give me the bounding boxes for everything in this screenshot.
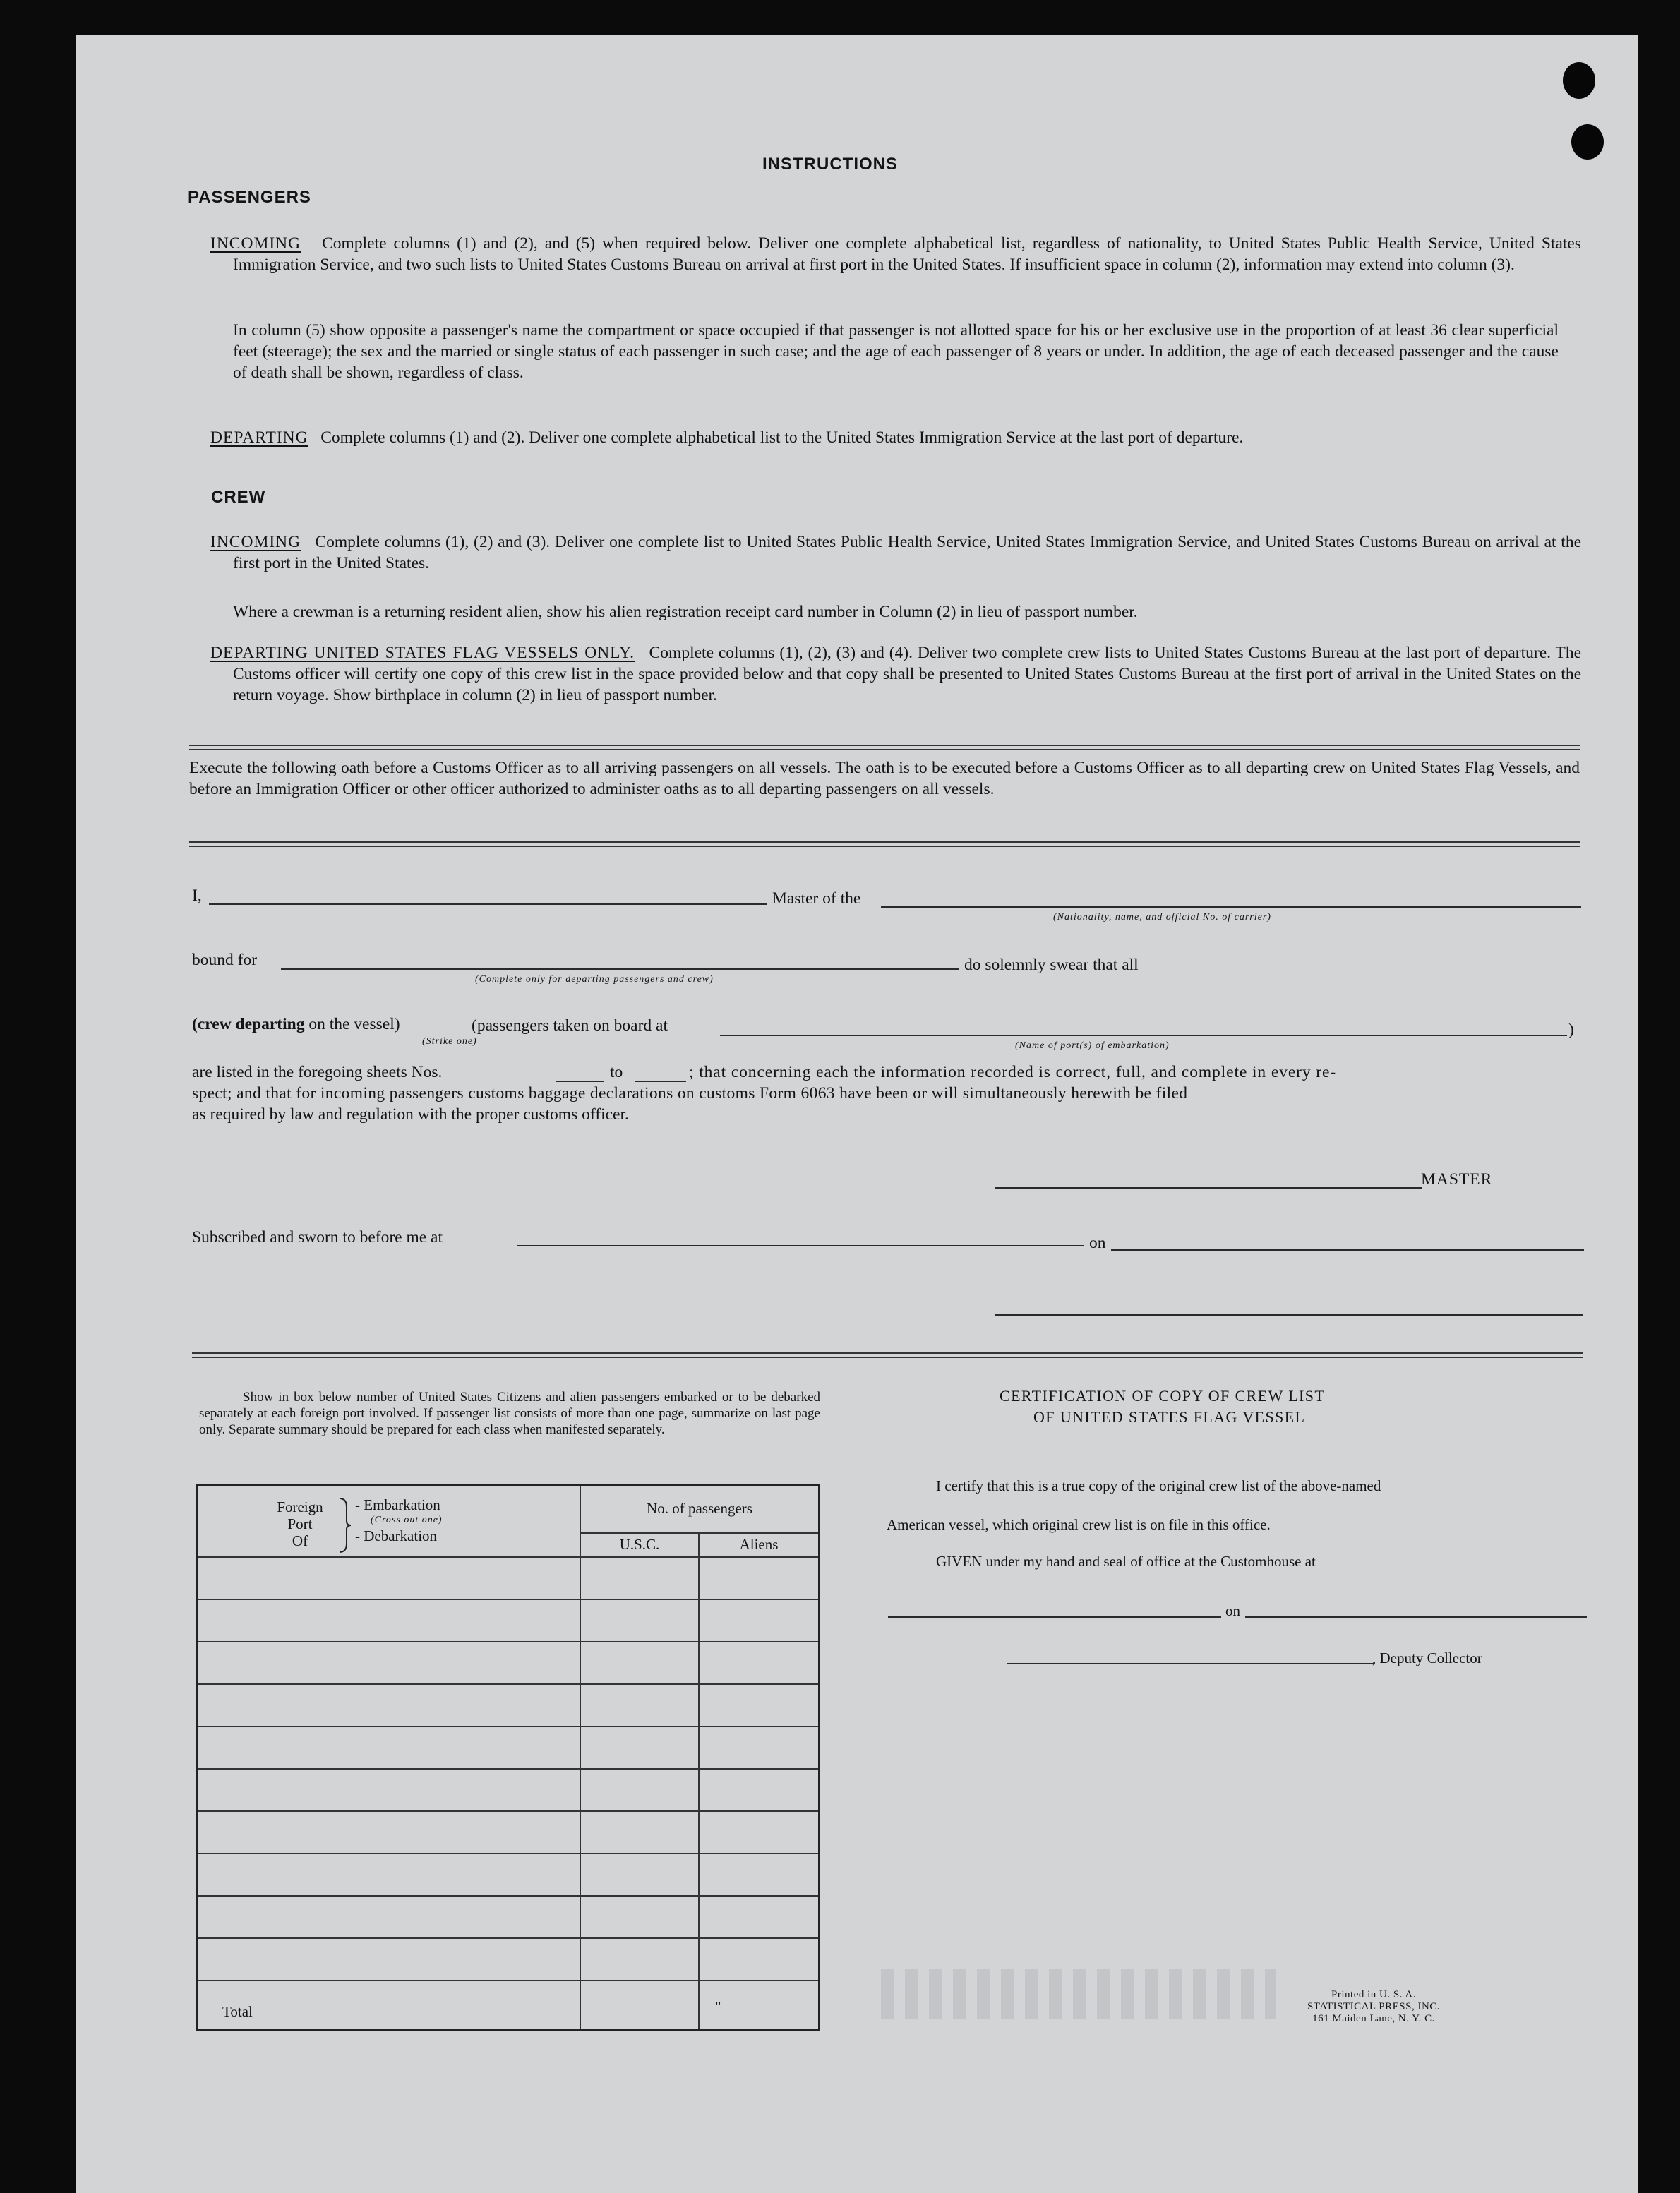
on-the-vessel-text: on the vessel): [304, 1015, 400, 1033]
port-cell[interactable]: [198, 1769, 581, 1811]
port-cell[interactable]: [198, 1599, 581, 1642]
sheet-to-field[interactable]: [635, 1081, 686, 1082]
aliens-cell[interactable]: [699, 1853, 820, 1896]
usc-cell[interactable]: [580, 1769, 699, 1811]
section-divider: [189, 841, 1580, 847]
passengers-departing-label: DEPARTING: [210, 428, 308, 447]
certify-text-2: American vessel, which original crew list is on file in this office.: [887, 1516, 1271, 1533]
listed-start: are listed in the foregoing sheets Nos.: [192, 1063, 443, 1081]
port-cell[interactable]: [198, 1811, 581, 1853]
deputy-collector-label: , Deputy Collector: [1372, 1650, 1482, 1666]
carrier-caption: (Nationality, name, and official No. of carrier): [1053, 912, 1271, 923]
crew-resident-paragraph: Where a crewman is a returning resident alien, show his alien registration receipt card number in Column (2) in lieu of passport number.: [233, 603, 1138, 621]
summary-note: Show in box below number of United States Citizens and alien passengers embarked or to be debarked separately at each foreign port involved. If passenger list consists of more than one page, summarize on last page only. Separate summary should be prepared for each class when manifested separately.: [199, 1390, 820, 1437]
strike-one-caption: (Strike one): [422, 1036, 477, 1047]
of-label: Of: [292, 1532, 308, 1549]
bound-for-field[interactable]: [281, 968, 959, 970]
given-text: GIVEN under my hand and seal of office at the Customhouse at: [936, 1553, 1316, 1570]
port-caption: (Name of port(s) of embarkation): [1015, 1040, 1170, 1051]
foreign-label: Foreign: [277, 1498, 323, 1515]
port-cell[interactable]: [198, 1896, 581, 1938]
aliens-cell[interactable]: [699, 1726, 820, 1769]
aliens-cell[interactable]: [699, 1599, 820, 1642]
master-signature-field[interactable]: [995, 1187, 1422, 1189]
bound-for-label: bound for: [192, 951, 258, 969]
carrier-field[interactable]: [881, 906, 1581, 908]
sworn-date-field[interactable]: [1111, 1249, 1584, 1251]
listed-line-3: as required by law and regulation with the proper customs officer.: [192, 1105, 629, 1124]
crew-heading: CREW: [211, 488, 266, 507]
no-of-passengers-header: No. of passengers: [580, 1485, 820, 1533]
section-divider: [189, 745, 1580, 750]
crew-departing-label: DEPARTING UNITED STATES FLAG VESSELS ONLY.: [210, 644, 635, 662]
bleed-through-marks: [881, 1969, 1276, 2019]
to-label: to: [610, 1063, 623, 1081]
usc-cell[interactable]: [580, 1684, 699, 1726]
passengers-incoming-paragraph: [210, 233, 1581, 275]
passengers-departing-text: Complete columns (1) and (2). Deliver one complete alphabetical list to the United States Immigration Service at the last port of departure.: [320, 428, 1244, 447]
master-label: MASTER: [1421, 1170, 1493, 1189]
swear-text: do solemnly swear that all: [964, 956, 1139, 974]
officer-signature-field[interactable]: [995, 1314, 1583, 1316]
port-cell[interactable]: [198, 1938, 581, 1981]
printer-line-2: STATISTICAL PRESS, INC.: [1307, 2001, 1441, 2012]
total-usc-cell[interactable]: [580, 1981, 699, 2030]
cross-out-caption: (Cross out one): [371, 1515, 443, 1525]
crew-incoming-paragraph: [210, 531, 1581, 574]
port-cell[interactable]: [198, 1642, 581, 1684]
passengers-taken-option[interactable]: (passengers taken on board at: [472, 1016, 668, 1035]
printer-imprint: [1289, 1989, 1458, 2025]
passengers-incoming-text: Complete columns (1) and (2), and (5) when required below. Deliver one complete alphabetical list, regardless of nationality, to United States Public Health Service, United States Immigration Service, and two such lists to United States Customs Bureau on arrival at first port in the United States. If insufficient space in column (2), information may extend into column (3).: [233, 234, 1582, 274]
printer-line-3: 161 Maiden Lane, N. Y. C.: [1312, 2013, 1435, 2024]
usc-cell[interactable]: [580, 1853, 699, 1896]
aliens-header: Aliens: [699, 1533, 820, 1557]
passengers-heading: PASSENGERS: [188, 188, 311, 207]
port-cell[interactable]: [198, 1853, 581, 1896]
total-label: Total: [198, 1981, 581, 2030]
port-cell[interactable]: [198, 1684, 581, 1726]
certification-title-1: CERTIFICATION OF COPY OF CREW LIST: [1000, 1387, 1326, 1405]
usc-cell[interactable]: [580, 1938, 699, 1981]
crew-departing-option[interactable]: [192, 1015, 400, 1034]
aliens-cell[interactable]: [699, 1684, 820, 1726]
aliens-cell[interactable]: [699, 1769, 820, 1811]
usc-header: U.S.C.: [580, 1533, 699, 1557]
listed-rest: ; that concerning each the information recorded is correct, full, and complete in every re-: [689, 1063, 1337, 1081]
passenger-summary-table: [196, 1484, 820, 2031]
sworn-on-label: on: [1089, 1234, 1106, 1252]
master-name-field[interactable]: [209, 903, 767, 905]
section-divider: [192, 1352, 1583, 1358]
printer-line-1: Printed in U. S. A.: [1331, 1989, 1416, 2000]
certification-on-label: on: [1225, 1602, 1240, 1619]
certify-text-1: I certify that this is a true copy of the original crew list of the above-named: [936, 1477, 1381, 1494]
port-header-cell: [198, 1485, 581, 1558]
crew-departing-text: Complete columns (1), (2), (3) and (4). Deliver two complete crew lists to United States Customs Bureau at the last port of departure. The Customs officer will certify one copy of this crew list in the space provided below and that copy shall be presented to United States Customs Bureau at the first port of arrival in the United States on the return voyage. Show birthplace in column (2) in lieu of passport number.: [233, 644, 1582, 704]
port-cell[interactable]: [198, 1726, 581, 1769]
total-aliens-cell[interactable]: ": [699, 1981, 820, 2030]
oath-instruction: Execute the following oath before a Customs Officer as to all arriving passengers on all vessels. The oath is to be executed before a Customs Officer as to all departing crew on United States Flag Vessels, and before an Immigration Officer or other officer authorized to administer oaths as to all departing passengers on all vessels.: [189, 759, 1580, 798]
usc-cell[interactable]: [580, 1642, 699, 1684]
debarkation-label: - Debarkation: [355, 1527, 438, 1544]
aliens-cell[interactable]: [699, 1557, 820, 1599]
usc-cell[interactable]: [580, 1726, 699, 1769]
certification-date-field[interactable]: [1245, 1616, 1587, 1618]
crew-incoming-text: Complete columns (1), (2) and (3). Deliver one complete list to United States Public Health Service, United States Immigration Service, and United States Customs Bureau on arrival at the first port in the United States.: [233, 533, 1582, 572]
usc-cell[interactable]: [580, 1599, 699, 1642]
port-field[interactable]: [720, 1035, 1567, 1036]
master-of-the-label: Master of the: [772, 889, 861, 908]
usc-cell[interactable]: [580, 1811, 699, 1853]
certification-title-2: OF UNITED STATES FLAG VESSEL: [1033, 1408, 1306, 1426]
form-page: [76, 35, 1638, 2193]
oath-i-label: I,: [192, 887, 202, 905]
listed-line-2: spect; and that for incoming passengers customs baggage declarations on customs Form 6063 have been or will simultaneously herewith be filed: [192, 1084, 1188, 1102]
passengers-incoming-label: INCOMING: [210, 234, 301, 253]
sworn-place-field[interactable]: [517, 1245, 1084, 1246]
usc-cell[interactable]: [580, 1557, 699, 1599]
crew-incoming-label: INCOMING: [210, 533, 301, 551]
instructions-heading: INSTRUCTIONS: [762, 155, 898, 174]
customhouse-field[interactable]: [888, 1616, 1221, 1618]
deputy-collector-field[interactable]: [1007, 1663, 1374, 1664]
aliens-cell[interactable]: [699, 1811, 820, 1853]
brace-icon: [337, 1497, 354, 1554]
passengers-departing-paragraph: [210, 427, 1581, 448]
punch-hole-bottom: [1571, 124, 1604, 160]
bound-for-caption: (Complete only for departing passengers and crew): [475, 974, 714, 985]
crew-departing-paragraph: [210, 642, 1581, 706]
sheet-from-field[interactable]: [556, 1081, 604, 1082]
aliens-cell[interactable]: [699, 1642, 820, 1684]
usc-cell[interactable]: [580, 1896, 699, 1938]
embarkation-label: - Embarkation: [355, 1496, 440, 1513]
aliens-cell[interactable]: [699, 1896, 820, 1938]
port-cell[interactable]: [198, 1557, 581, 1599]
punch-hole-top: [1563, 62, 1595, 99]
crew-departing-strong: (crew departing: [192, 1015, 305, 1033]
aliens-cell[interactable]: [699, 1938, 820, 1981]
subscribed-label: Subscribed and sworn to before me at: [192, 1228, 443, 1246]
column5-paragraph: In column (5) show opposite a passenger's name the compartment or space occupied if that passenger is not allotted space for his or her exclusive use in the proportion of at least 36 clear superficial feet (steerage); the sex and the married or single status of each passenger in such case; and the age of each passenger of 8 years or under. In addition, the age of each deceased passenger and the cause of death shall be shown, regardless of class.: [233, 321, 1559, 382]
port-label: Port: [287, 1515, 313, 1532]
close-paren: ): [1568, 1021, 1574, 1039]
